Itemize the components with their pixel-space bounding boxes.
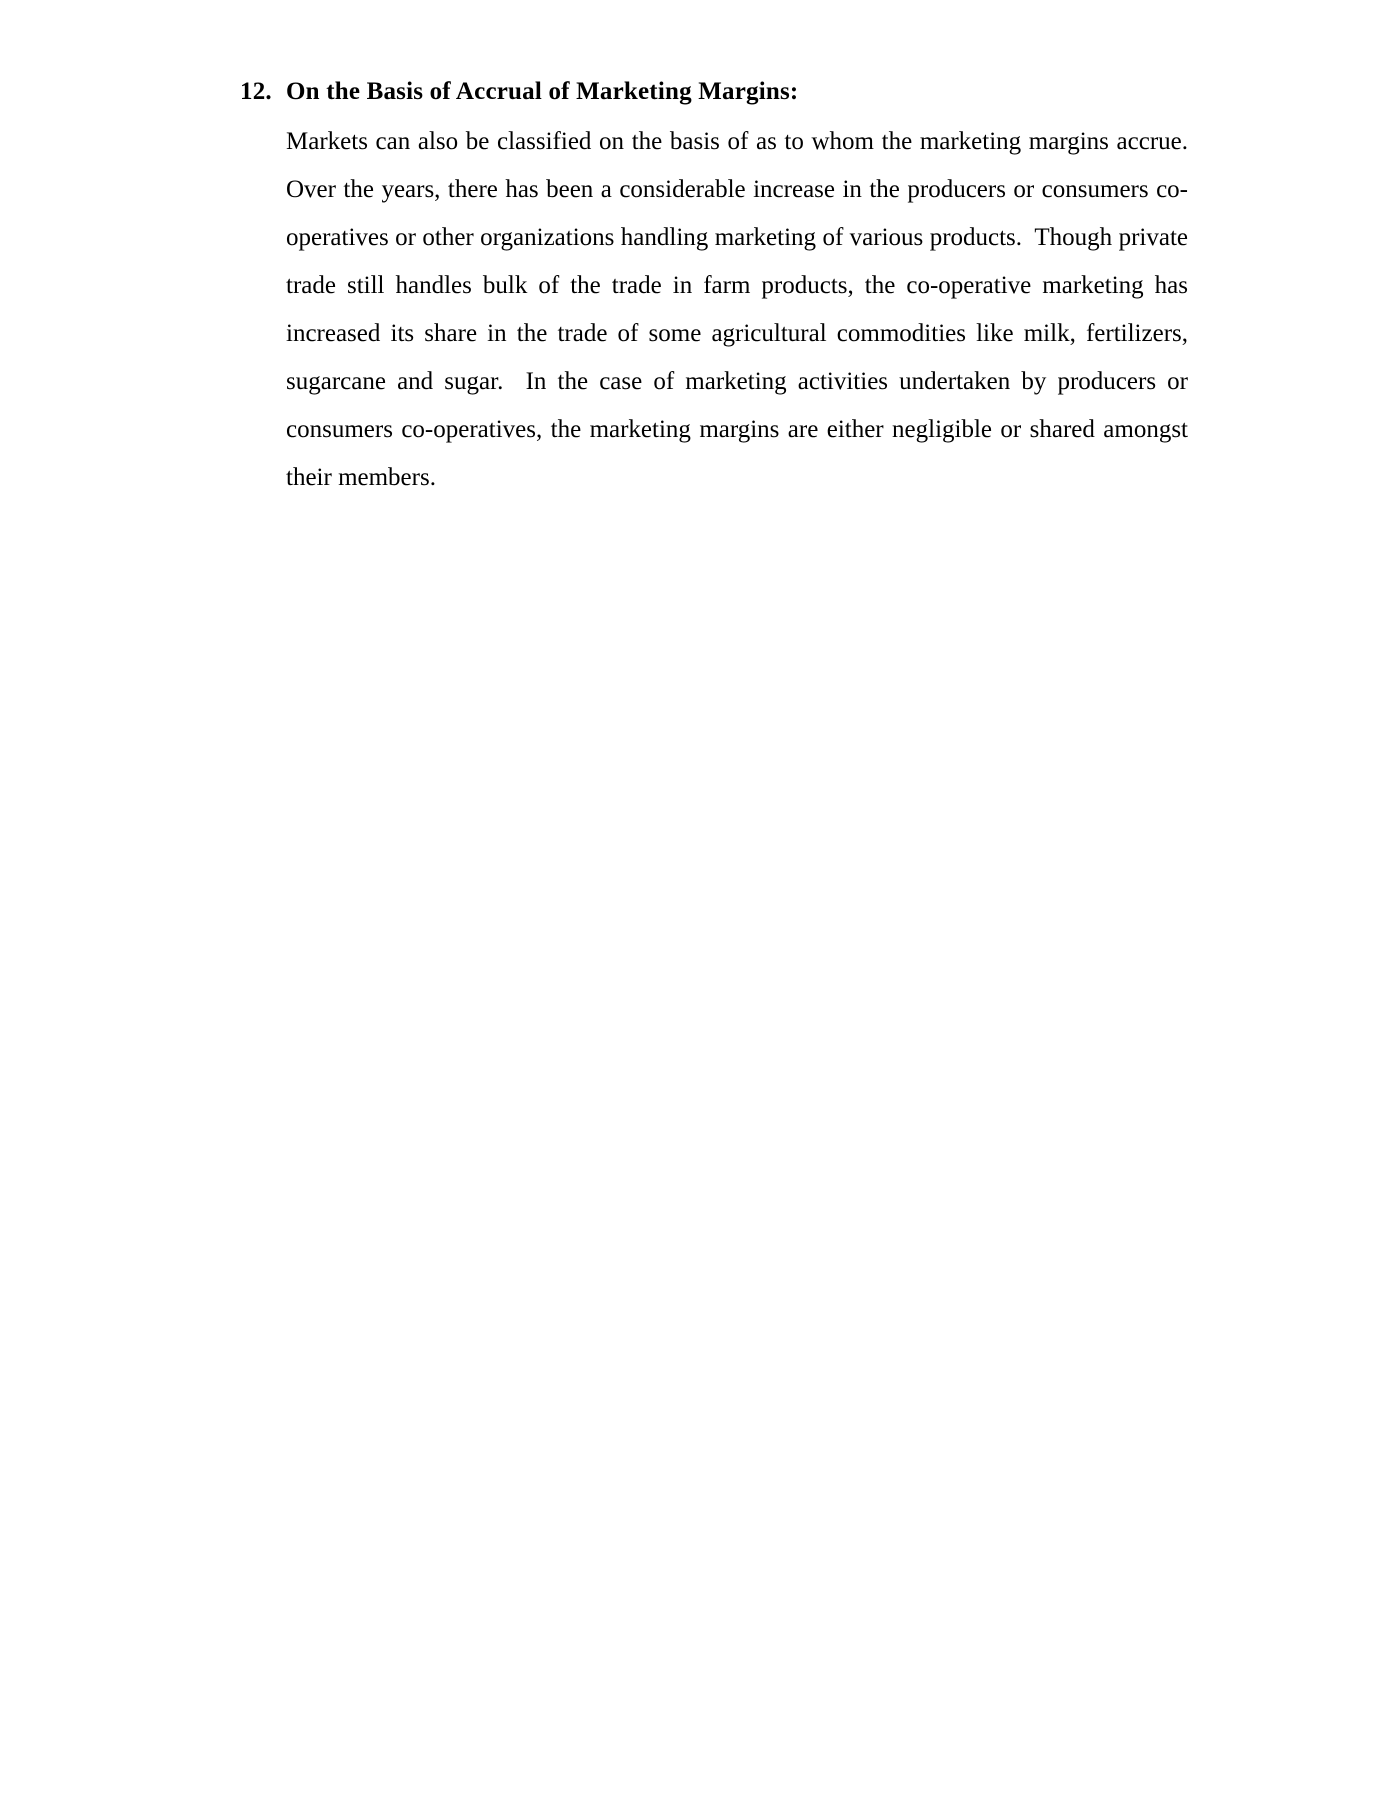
section-number: 12. xyxy=(240,78,272,105)
section-heading-text: On the Basis of Accrual of Marketing Margins: xyxy=(286,78,799,105)
section-heading xyxy=(240,70,798,114)
section-paragraph: Markets can also be classified on the basis of as to whom the marketing margins accrue. Over the years, there has been a considerable increase in the producers or consumers co-operatives or other organizations handling marketing of various products. Though private trade still handles bulk of the trade in farm products, the co-operative marketing has increased its share in the trade of some agricultural commodities like milk, fertilizers, sugarcane and sugar. In the case of marketing activities undertaken by producers or consumers co-operatives, the marketing margins are either negligible or shared amongst their members. xyxy=(286,128,1201,491)
